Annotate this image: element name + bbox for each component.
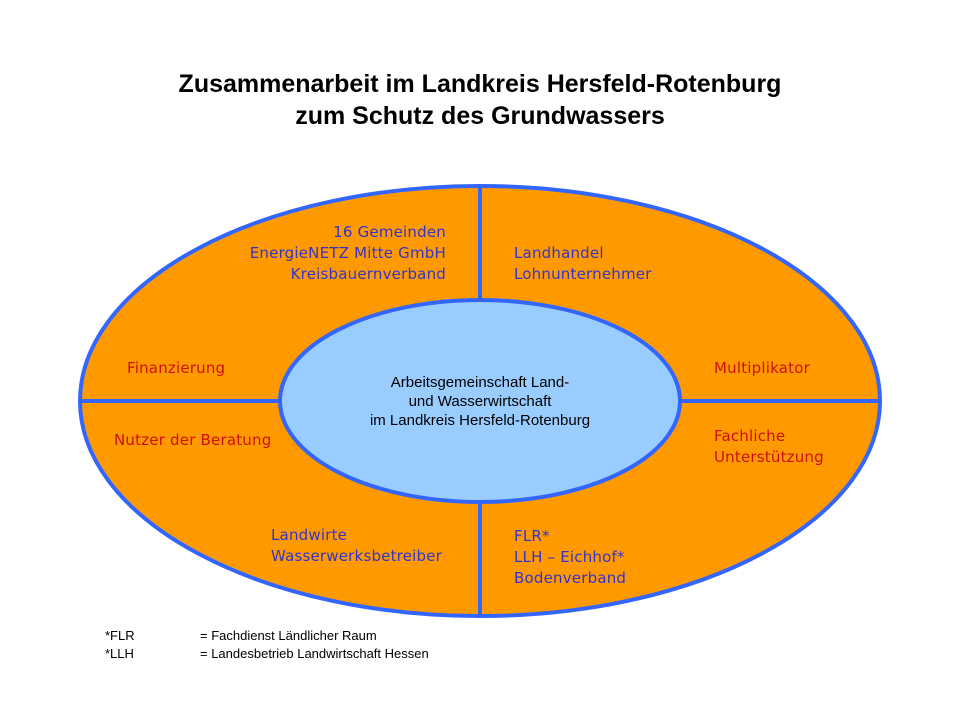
title-line-1: Zusammenarbeit im Landkreis Hersfeld-Rotenburg: [178, 70, 782, 98]
segment-bottom-left-line-2: Wasserwerksbetreiber: [271, 547, 443, 565]
segment-top-left-line-3: Kreisbauernverband: [290, 265, 446, 283]
center-label: [330, 373, 630, 430]
segment-top-left-line-2: EnergieNETZ Mitte GmbH: [249, 244, 446, 262]
center-line-1: Arbeitsgemeinschaft Land-: [390, 374, 570, 391]
segment-top-left-line-1: 16 Gemeinden: [333, 223, 446, 241]
segment-bottom-left: [271, 525, 442, 567]
role-right-bottom-line-1: Fachliche: [714, 427, 786, 445]
segment-top-right: [514, 243, 652, 285]
center-line-3: im Landkreis Hersfeld-Rotenburg: [369, 412, 591, 429]
footnote-llh-abbr: *LLH: [105, 646, 134, 661]
segment-top-right-line-2: Lohnunternehmer: [514, 265, 652, 283]
footnote-llh-text: = Landesbetrieb Landwirtschaft Hessen: [200, 646, 429, 661]
role-left-top: Finanzierung: [127, 359, 226, 377]
center-line-2: und Wasserwirtschaft: [408, 393, 552, 410]
segment-bottom-left-line-1: Landwirte: [271, 526, 348, 544]
role-right-bottom: [714, 426, 824, 468]
role-right-bottom-line-2: Unterstützung: [714, 448, 824, 466]
segment-top-right-line-1: Landhandel: [514, 244, 604, 262]
title-line-2: zum Schutz des Grundwassers: [295, 102, 665, 130]
segment-bottom-right-line-2: LLH – Eichhof*: [514, 548, 625, 566]
segment-top-left: [220, 222, 446, 285]
footnote-flr-text: = Fachdienst Ländlicher Raum: [200, 628, 377, 643]
segment-bottom-right-line-1: FLR*: [514, 527, 550, 545]
role-right-top: Multiplikator: [714, 359, 810, 377]
segment-bottom-right: [514, 526, 626, 589]
role-left-bottom: Nutzer der Beratung: [114, 431, 272, 449]
segment-bottom-right-line-3: Bodenverband: [514, 569, 627, 587]
footnote-flr-abbr: *FLR: [105, 628, 135, 643]
